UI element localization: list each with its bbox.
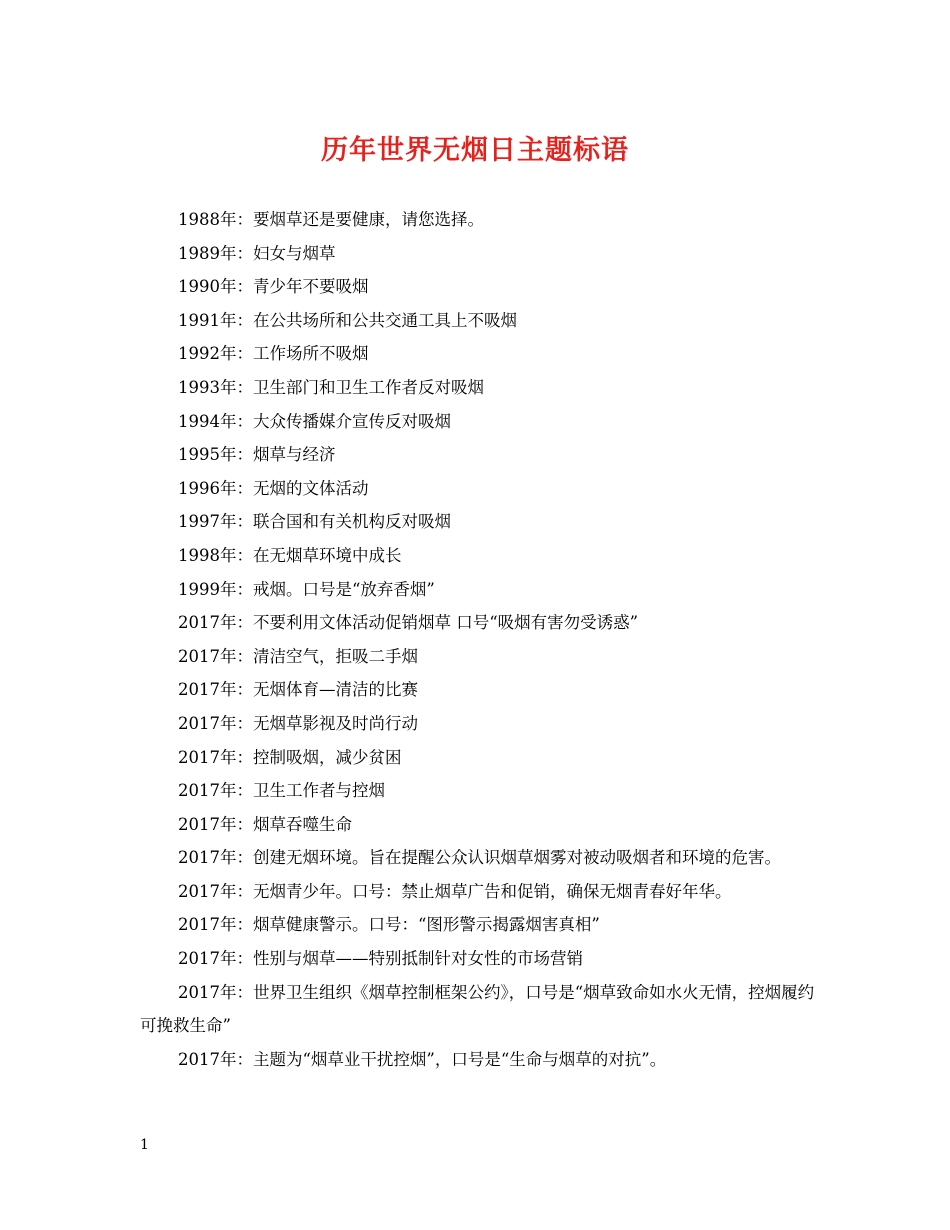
- slogan-entry: [140, 203, 820, 237]
- slogan-entry: [140, 976, 820, 1043]
- entry-year: 2017年: [178, 613, 237, 633]
- entry-separator: ：: [236, 747, 253, 767]
- entry-text: 烟草与经济: [253, 445, 336, 465]
- slogan-entry: [140, 673, 820, 707]
- slogan-entry: [140, 438, 820, 472]
- entry-text: 世界卫生组织《烟草控制框架公约》，口号是“烟草致命如水火无情，控烟履约可挽救生命”: [140, 982, 815, 1036]
- entry-year: 1996年: [178, 478, 237, 498]
- slogan-entry: [140, 505, 820, 539]
- entry-separator: ：: [236, 579, 253, 599]
- entry-year: 2017年: [178, 982, 237, 1002]
- entry-year: 2017年: [178, 949, 237, 969]
- entry-text: 性别与烟草——特别抵制针对女性的市场营销: [253, 949, 583, 969]
- entry-year: 1994年: [178, 411, 237, 431]
- entry-year: 1988年: [178, 210, 237, 229]
- entry-text: 要烟草还是要健康，请您选择。: [253, 210, 484, 229]
- entry-separator: ：: [236, 646, 253, 666]
- slogan-list: [140, 203, 820, 1076]
- entry-text: 无烟青少年。口号：禁止烟草广告和促销，确保无烟青春好年华。: [253, 881, 732, 901]
- entry-text: 不要利用文体活动促销烟草 口号“吸烟有害勿受诱惑”: [253, 613, 639, 633]
- entry-separator: ：: [236, 243, 253, 263]
- entry-separator: ：: [236, 277, 253, 297]
- entry-text: 烟草健康警示。口号：“图形警示揭露烟害真相”: [253, 915, 600, 935]
- entry-year: 1997年: [178, 512, 237, 532]
- entry-text: 戒烟。口号是“放弃香烟”: [253, 579, 435, 599]
- slogan-entry: [140, 337, 820, 371]
- entry-text: 青少年不要吸烟: [253, 277, 369, 297]
- slogan-entry: [140, 841, 820, 875]
- entry-separator: ：: [236, 881, 253, 901]
- entry-separator: ：: [236, 915, 253, 935]
- entry-separator: ：: [236, 613, 253, 633]
- entry-text: 无烟体育—清洁的比赛: [253, 680, 418, 700]
- entry-year: 1995年: [178, 445, 237, 465]
- entry-text: 无烟草影视及时尚行动: [253, 713, 418, 733]
- entry-text: 烟草吞噬生命: [253, 814, 352, 834]
- slogan-entry: [140, 539, 820, 573]
- page-number: 1: [140, 1137, 149, 1153]
- slogan-entry: [140, 472, 820, 506]
- entry-text: 联合国和有关机构反对吸烟: [253, 512, 451, 532]
- entry-separator: ：: [236, 512, 253, 532]
- entry-year: 1990年: [178, 277, 237, 297]
- entry-separator: ：: [236, 478, 253, 498]
- entry-separator: ：: [236, 982, 253, 1002]
- entry-year: 2017年: [178, 1049, 237, 1069]
- entry-text: 无烟的文体活动: [253, 478, 369, 498]
- entry-separator: ：: [236, 377, 253, 397]
- entry-text: 卫生部门和卫生工作者反对吸烟: [253, 377, 484, 397]
- entry-year: 1998年: [178, 545, 237, 565]
- slogan-entry: [140, 707, 820, 741]
- slogan-entry: [140, 640, 820, 674]
- slogan-entry: [140, 270, 820, 304]
- entry-year: 1991年: [178, 310, 237, 330]
- entry-text: 妇女与烟草: [253, 243, 336, 263]
- entry-text: 工作场所不吸烟: [253, 344, 369, 364]
- entry-text: 控制吸烟，减少贫困: [253, 747, 402, 767]
- page-title: 历年世界无烟日主题标语: [321, 135, 629, 166]
- entry-text: 主题为“烟草业干扰控烟”，口号是“生命与烟草的对抗”。: [253, 1049, 667, 1069]
- slogan-entry: [140, 875, 820, 909]
- entry-text: 在公共场所和公共交通工具上不吸烟: [253, 310, 517, 330]
- slogan-entry: [140, 237, 820, 271]
- entry-separator: ：: [236, 344, 253, 364]
- entry-text: 创建无烟环境。旨在提醒公众认识烟草烟雾对被动吸烟者和环境的危害。: [253, 848, 781, 868]
- entry-separator: ：: [236, 545, 253, 565]
- slogan-entry: [140, 573, 820, 607]
- entry-year: 1999年: [178, 579, 237, 599]
- slogan-entry: [140, 304, 820, 338]
- entry-separator: ：: [236, 781, 253, 801]
- entry-year: 1992年: [178, 344, 237, 364]
- entry-year: 2017年: [178, 814, 237, 834]
- slogan-entry: [140, 606, 820, 640]
- slogan-entry: [140, 741, 820, 775]
- slogan-entry: [140, 942, 820, 976]
- entry-year: 1993年: [178, 377, 237, 397]
- entry-separator: ：: [236, 814, 253, 834]
- entry-text: 卫生工作者与控烟: [253, 781, 385, 801]
- entry-year: 2017年: [178, 747, 237, 767]
- entry-year: 2017年: [178, 848, 237, 868]
- entry-year: 2017年: [178, 713, 237, 733]
- entry-year: 2017年: [178, 680, 237, 700]
- entry-separator: ：: [236, 848, 253, 868]
- entry-separator: ：: [236, 210, 253, 229]
- entry-year: 2017年: [178, 781, 237, 801]
- entry-text: 在无烟草环境中成长: [253, 545, 402, 565]
- entry-separator: ：: [236, 949, 253, 969]
- slogan-entry: [140, 1043, 820, 1077]
- slogan-entry: [140, 405, 820, 439]
- entry-text: 清洁空气，拒吸二手烟: [253, 646, 418, 666]
- entry-text: 大众传播媒介宣传反对吸烟: [253, 411, 451, 431]
- slogan-entry: [140, 371, 820, 405]
- slogan-entry: [140, 774, 820, 808]
- entry-separator: ：: [236, 445, 253, 465]
- entry-year: 2017年: [178, 646, 237, 666]
- entry-year: 2017年: [178, 915, 237, 935]
- slogan-entry: [140, 808, 820, 842]
- entry-separator: ：: [236, 310, 253, 330]
- entry-separator: ：: [236, 713, 253, 733]
- entry-separator: ：: [236, 411, 253, 431]
- entry-year: 2017年: [178, 881, 237, 901]
- slogan-entry: [140, 908, 820, 942]
- entry-separator: ：: [236, 680, 253, 700]
- entry-year: 1989年: [178, 243, 237, 263]
- entry-separator: ：: [236, 1049, 253, 1069]
